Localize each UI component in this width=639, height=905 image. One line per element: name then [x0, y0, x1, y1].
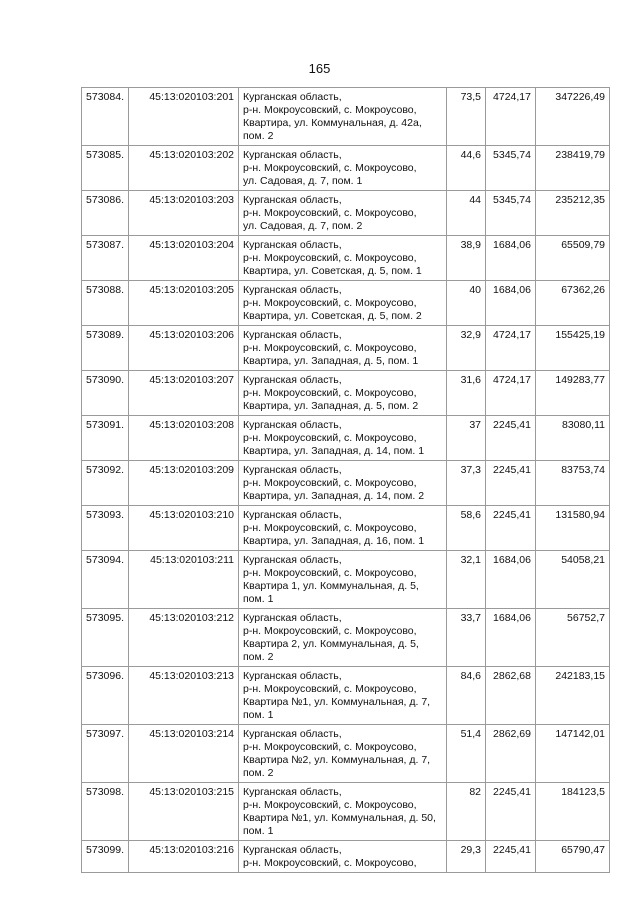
area-cell: 58,6: [447, 506, 486, 551]
address-cell: [239, 667, 447, 725]
table-row: [82, 191, 610, 236]
address-line: Курганская область,: [243, 670, 342, 682]
address-line: Квартира, ул. Западная, д. 14, пом. 2: [243, 490, 425, 502]
address-line: Курганская область,: [243, 284, 342, 296]
address-line: Курганская область,: [243, 612, 342, 624]
area-cell: 38,9: [447, 236, 486, 281]
cadastral-value-cell: 155425,19: [536, 326, 610, 371]
cadastral-number-cell: 45:13:020103:204: [129, 236, 239, 281]
address-line: ул. Садовая, д. 7, пом. 2: [243, 220, 363, 232]
address-line: Курганская область,: [243, 464, 342, 476]
cadastral-value-cell: 147142,01: [536, 725, 610, 783]
address-cell: [239, 236, 447, 281]
unit-value-cell: 4724,17: [486, 88, 536, 146]
address-cell: [239, 281, 447, 326]
cadastral-value-cell: 65790,47: [536, 841, 610, 873]
address-line: Квартира №1, ул. Коммунальная, д. 50,: [243, 812, 436, 824]
address-line: Квартира, ул. Западная, д. 16, пом. 1: [243, 535, 425, 547]
cadastral-number-cell: 45:13:020103:202: [129, 146, 239, 191]
table-row: [82, 281, 610, 326]
address-line: Курганская область,: [243, 194, 342, 206]
address-cell: [239, 416, 447, 461]
table-row: [82, 609, 610, 667]
unit-value-cell: 1684,06: [486, 609, 536, 667]
cadastral-number-cell: 45:13:020103:209: [129, 461, 239, 506]
address-line: Курганская область,: [243, 239, 342, 251]
registry-table-body: [82, 88, 610, 873]
address-line: Курганская область,: [243, 786, 342, 798]
row-number-cell: 573093.: [82, 506, 129, 551]
address-line: Квартира №2, ул. Коммунальная, д. 7,: [243, 754, 431, 766]
address-line: Курганская область,: [243, 149, 342, 161]
address-line: р-н. Мокроусовский, с. Мокроусово,: [243, 683, 417, 695]
address-line: р-н. Мокроусовский, с. Мокроусово,: [243, 567, 417, 579]
row-number-cell: 573095.: [82, 609, 129, 667]
address-line: Квартира 2, ул. Коммунальная, д. 5,: [243, 638, 419, 650]
cadastral-number-cell: 45:13:020103:213: [129, 667, 239, 725]
area-cell: 32,9: [447, 326, 486, 371]
row-number-cell: 573098.: [82, 783, 129, 841]
area-cell: 29,3: [447, 841, 486, 873]
address-line: Квартира, ул. Советская, д. 5, пом. 1: [243, 265, 422, 277]
address-line: пом. 1: [243, 825, 274, 837]
table-row: [82, 461, 610, 506]
cadastral-value-cell: 83080,11: [536, 416, 610, 461]
address-line: пом. 2: [243, 130, 274, 142]
table-row: [82, 725, 610, 783]
area-cell: 44: [447, 191, 486, 236]
cadastral-value-cell: 242183,15: [536, 667, 610, 725]
cadastral-value-cell: 347226,49: [536, 88, 610, 146]
table-row: [82, 667, 610, 725]
address-line: Квартира, ул. Западная, д. 5, пом. 2: [243, 400, 419, 412]
address-line: р-н. Мокроусовский, с. Мокроусово,: [243, 625, 417, 637]
cadastral-value-cell: 235212,35: [536, 191, 610, 236]
cadastral-number-cell: 45:13:020103:201: [129, 88, 239, 146]
cadastral-number-cell: 45:13:020103:208: [129, 416, 239, 461]
area-cell: 40: [447, 281, 486, 326]
unit-value-cell: 1684,06: [486, 281, 536, 326]
unit-value-cell: 2245,41: [486, 461, 536, 506]
area-cell: 84,6: [447, 667, 486, 725]
table-row: [82, 783, 610, 841]
table-row: [82, 88, 610, 146]
area-cell: 51,4: [447, 725, 486, 783]
address-cell: [239, 371, 447, 416]
registry-table: [81, 87, 610, 873]
address-line: Курганская область,: [243, 844, 342, 856]
row-number-cell: 573086.: [82, 191, 129, 236]
address-line: Квартира, ул. Коммунальная, д. 42а,: [243, 117, 422, 129]
address-line: Курганская область,: [243, 554, 342, 566]
address-line: Курганская область,: [243, 509, 342, 521]
cadastral-value-cell: 54058,21: [536, 551, 610, 609]
address-line: Квартира, ул. Советская, д. 5, пом. 2: [243, 310, 422, 322]
address-line: пом. 1: [243, 593, 274, 605]
cadastral-number-cell: 45:13:020103:214: [129, 725, 239, 783]
cadastral-value-cell: 83753,74: [536, 461, 610, 506]
row-number-cell: 573085.: [82, 146, 129, 191]
unit-value-cell: 5345,74: [486, 146, 536, 191]
cadastral-number-cell: 45:13:020103:211: [129, 551, 239, 609]
cadastral-number-cell: 45:13:020103:215: [129, 783, 239, 841]
table-row: [82, 506, 610, 551]
cadastral-number-cell: 45:13:020103:216: [129, 841, 239, 873]
cadastral-number-cell: 45:13:020103:207: [129, 371, 239, 416]
table-row: [82, 551, 610, 609]
row-number-cell: 573090.: [82, 371, 129, 416]
cadastral-value-cell: 56752,7: [536, 609, 610, 667]
row-number-cell: 573099.: [82, 841, 129, 873]
address-cell: [239, 841, 447, 873]
address-cell: [239, 191, 447, 236]
address-line: р-н. Мокроусовский, с. Мокроусово,: [243, 162, 417, 174]
address-cell: [239, 326, 447, 371]
address-line: р-н. Мокроусовский, с. Мокроусово,: [243, 297, 417, 309]
row-number-cell: 573087.: [82, 236, 129, 281]
address-line: р-н. Мокроусовский, с. Мокроусово,: [243, 342, 417, 354]
address-line: пом. 1: [243, 709, 274, 721]
address-cell: [239, 725, 447, 783]
address-line: р-н. Мокроусовский, с. Мокроусово,: [243, 432, 417, 444]
unit-value-cell: 2245,41: [486, 506, 536, 551]
table-row: [82, 416, 610, 461]
address-line: р-н. Мокроусовский, с. Мокроусово,: [243, 252, 417, 264]
address-line: р-н. Мокроусовский, с. Мокроусово,: [243, 799, 417, 811]
row-number-cell: 573088.: [82, 281, 129, 326]
cadastral-value-cell: 184123,5: [536, 783, 610, 841]
cadastral-number-cell: 45:13:020103:212: [129, 609, 239, 667]
unit-value-cell: 1684,06: [486, 551, 536, 609]
address-line: р-н. Мокроусовский, с. Мокроусово,: [243, 387, 417, 399]
cadastral-value-cell: 131580,94: [536, 506, 610, 551]
address-line: Курганская область,: [243, 728, 342, 740]
row-number-cell: 573096.: [82, 667, 129, 725]
cadastral-value-cell: 65509,79: [536, 236, 610, 281]
row-number-cell: 573091.: [82, 416, 129, 461]
cadastral-number-cell: 45:13:020103:205: [129, 281, 239, 326]
address-cell: [239, 146, 447, 191]
cadastral-number-cell: 45:13:020103:203: [129, 191, 239, 236]
unit-value-cell: 2862,69: [486, 725, 536, 783]
area-cell: 33,7: [447, 609, 486, 667]
unit-value-cell: 2245,41: [486, 783, 536, 841]
cadastral-value-cell: 149283,77: [536, 371, 610, 416]
cadastral-value-cell: 67362,26: [536, 281, 610, 326]
address-line: Курганская область,: [243, 329, 342, 341]
address-line: Квартира 1, ул. Коммунальная, д. 5,: [243, 580, 419, 592]
address-line: Квартира №1, ул. Коммунальная, д. 7,: [243, 696, 431, 708]
table-row: [82, 236, 610, 281]
row-number-cell: 573092.: [82, 461, 129, 506]
table-row: [82, 326, 610, 371]
table-row: [82, 371, 610, 416]
cadastral-number-cell: 45:13:020103:210: [129, 506, 239, 551]
address-line: р-н. Мокроусовский, с. Мокроусово,: [243, 741, 417, 753]
unit-value-cell: 2245,41: [486, 841, 536, 873]
unit-value-cell: 4724,17: [486, 326, 536, 371]
address-cell: [239, 88, 447, 146]
unit-value-cell: 4724,17: [486, 371, 536, 416]
unit-value-cell: 5345,74: [486, 191, 536, 236]
area-cell: 82: [447, 783, 486, 841]
address-line: р-н. Мокроусовский, с. Мокроусово,: [243, 104, 417, 116]
cadastral-number-cell: 45:13:020103:206: [129, 326, 239, 371]
area-cell: 37,3: [447, 461, 486, 506]
address-cell: [239, 461, 447, 506]
address-cell: [239, 609, 447, 667]
address-line: Курганская область,: [243, 419, 342, 431]
address-cell: [239, 783, 447, 841]
row-number-cell: 573084.: [82, 88, 129, 146]
address-cell: [239, 506, 447, 551]
address-line: р-н. Мокроусовский, с. Мокроусово,: [243, 522, 417, 534]
unit-value-cell: 2245,41: [486, 416, 536, 461]
address-line: Квартира, ул. Западная, д. 5, пом. 1: [243, 355, 419, 367]
address-line: пом. 2: [243, 767, 274, 779]
area-cell: 73,5: [447, 88, 486, 146]
address-line: Квартира, ул. Западная, д. 14, пом. 1: [243, 445, 425, 457]
address-line: Курганская область,: [243, 91, 342, 103]
page-number: 165: [308, 61, 331, 76]
unit-value-cell: 2862,68: [486, 667, 536, 725]
address-line: р-н. Мокроусовский, с. Мокроусово,: [243, 207, 417, 219]
table-row: [82, 146, 610, 191]
table-row: [82, 841, 610, 873]
area-cell: 44,6: [447, 146, 486, 191]
area-cell: 31,6: [447, 371, 486, 416]
row-number-cell: 573089.: [82, 326, 129, 371]
cadastral-value-cell: 238419,79: [536, 146, 610, 191]
unit-value-cell: 1684,06: [486, 236, 536, 281]
area-cell: 32,1: [447, 551, 486, 609]
address-line: Курганская область,: [243, 374, 342, 386]
address-line: р-н. Мокроусовский, с. Мокроусово,: [243, 857, 417, 869]
row-number-cell: 573094.: [82, 551, 129, 609]
address-line: пом. 2: [243, 651, 274, 663]
area-cell: 37: [447, 416, 486, 461]
address-line: р-н. Мокроусовский, с. Мокроусово,: [243, 477, 417, 489]
address-line: ул. Садовая, д. 7, пом. 1: [243, 175, 363, 187]
address-cell: [239, 551, 447, 609]
row-number-cell: 573097.: [82, 725, 129, 783]
